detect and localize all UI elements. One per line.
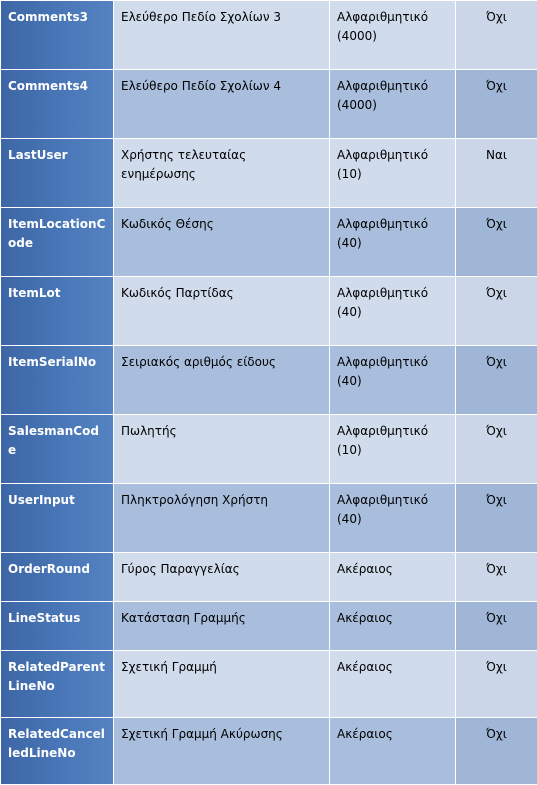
table-row (1, 277, 537, 345)
field-required: Όχι (456, 70, 537, 138)
field-type: Αλφαριθμητικό (10) (330, 415, 455, 483)
field-name: LastUser (1, 139, 113, 207)
field-required: Όχι (456, 346, 537, 414)
field-name: ItemSerialNo (1, 346, 113, 414)
field-type: Αλφαριθμητικό (10) (330, 139, 455, 207)
field-name: UserInput (1, 484, 113, 552)
field-required: Όχι (456, 208, 537, 276)
field-required: Όχι (456, 277, 537, 345)
field-description: Κωδικός Θέσης (114, 208, 329, 276)
field-description: Σχετική Γραμμή (114, 651, 329, 717)
table-row (1, 346, 537, 414)
table-row (1, 415, 537, 483)
field-description: Σειριακός αριθμός είδους (114, 346, 329, 414)
field-name: Comments3 (1, 1, 113, 69)
field-description: Γύρος Παραγγελίας (114, 553, 329, 601)
field-required: Όχι (456, 718, 537, 784)
field-type: Ακέραιος (330, 602, 455, 650)
field-required: Όχι (456, 553, 537, 601)
field-type: Ακέραιος (330, 651, 455, 717)
table-row (1, 484, 537, 552)
field-required: Όχι (456, 484, 537, 552)
field-description: Ελεύθερο Πεδίο Σχολίων 4 (114, 70, 329, 138)
field-type: Αλφαριθμητικό (40) (330, 277, 455, 345)
table-row (1, 70, 537, 138)
field-name: Comments4 (1, 70, 113, 138)
table-row (1, 208, 537, 276)
field-description: Πληκτρολόγηση Χρήστη (114, 484, 329, 552)
field-type: Αλφαριθμητικό (4000) (330, 1, 455, 69)
field-required: Όχι (456, 602, 537, 650)
field-name: RelatedParentLineNo (1, 651, 113, 717)
field-description: Χρήστης τελευταίας ενημέρωσης (114, 139, 329, 207)
field-description: Κωδικός Παρτίδας (114, 277, 329, 345)
fields-table-body (1, 1, 537, 784)
table-row (1, 1, 537, 69)
field-name: ItemLot (1, 277, 113, 345)
field-required: Ναι (456, 139, 537, 207)
field-description: Κατάσταση Γραμμής (114, 602, 329, 650)
field-required: Όχι (456, 651, 537, 717)
field-description: Ελεύθερο Πεδίο Σχολίων 3 (114, 1, 329, 69)
table-row (1, 718, 537, 784)
field-required: Όχι (456, 415, 537, 483)
field-name: SalesmanCode (1, 415, 113, 483)
field-type: Αλφαριθμητικό (4000) (330, 70, 455, 138)
field-description: Πωλητής (114, 415, 329, 483)
field-name: OrderRound (1, 553, 113, 601)
table-row (1, 602, 537, 650)
field-type: Αλφαριθμητικό (40) (330, 208, 455, 276)
field-name: LineStatus (1, 602, 113, 650)
field-required: Όχι (456, 1, 537, 69)
field-name: ItemLocationCode (1, 208, 113, 276)
field-name: RelatedCancelledLineNo (1, 718, 113, 784)
field-type: Αλφαριθμητικό (40) (330, 484, 455, 552)
field-type: Ακέραιος (330, 553, 455, 601)
field-description: Σχετική Γραμμή Ακύρωσης (114, 718, 329, 784)
table-row (1, 553, 537, 601)
field-type: Αλφαριθμητικό (40) (330, 346, 455, 414)
field-type: Ακέραιος (330, 718, 455, 784)
table-row (1, 139, 537, 207)
table-row (1, 651, 537, 717)
